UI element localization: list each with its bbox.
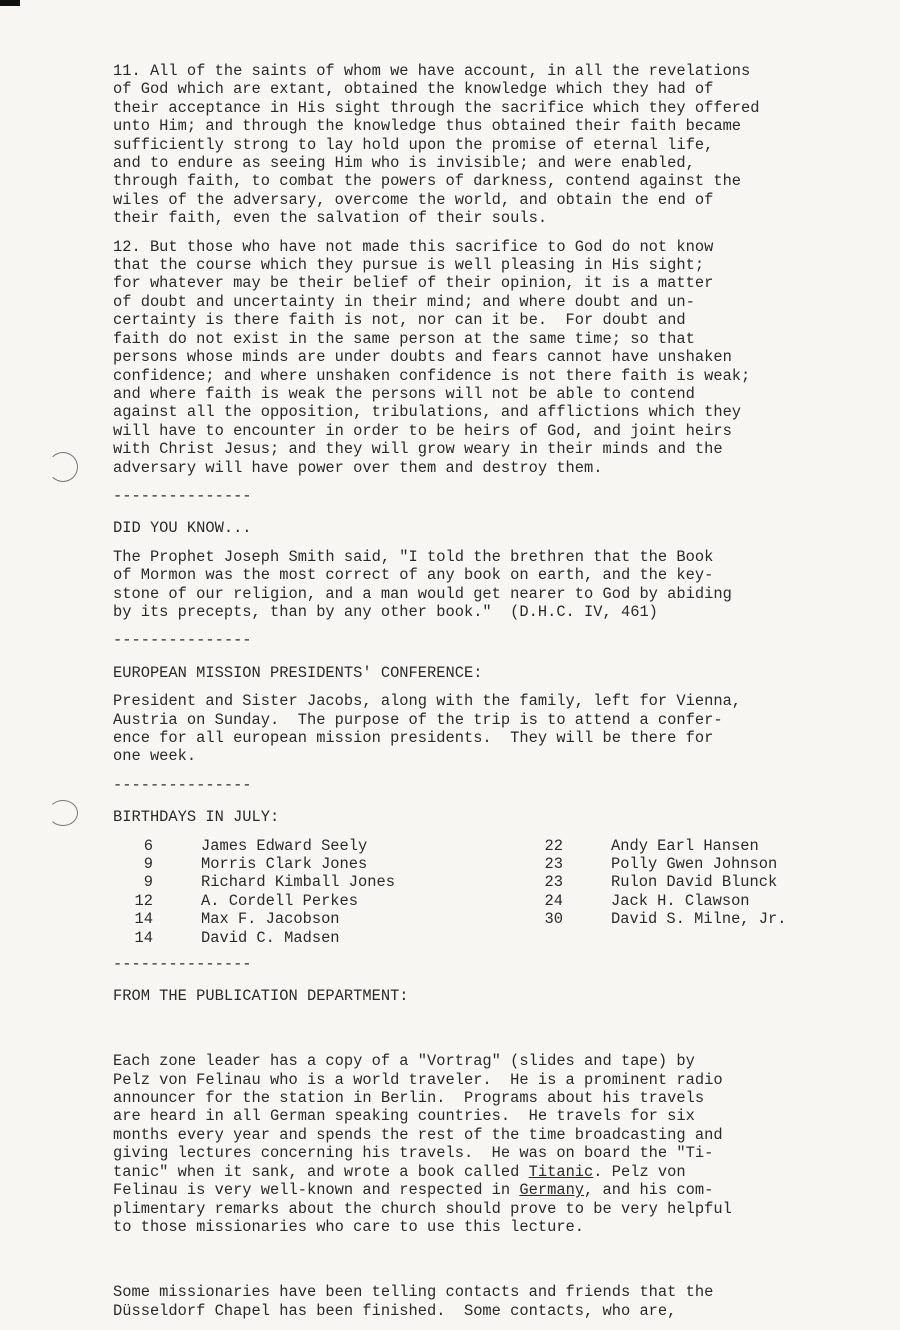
text-line: ence for all european mission presidents. They will be there for bbox=[113, 729, 714, 747]
text-line: are heard in all German speaking countries. He travels for six bbox=[113, 1107, 695, 1126]
text-line: 12. But those who have not made this sacrifice to God do not know bbox=[113, 237, 714, 256]
page-edge-mark bbox=[0, 0, 20, 6]
birthdays-table bbox=[113, 837, 873, 949]
birthday-name: A. Cordell Perkes bbox=[201, 891, 359, 910]
birthday-row bbox=[523, 837, 786, 855]
text-line: giving lectures concerning his travels. He was on board the "Ti- bbox=[113, 1144, 714, 1163]
text-line: one week. bbox=[113, 747, 197, 766]
text-line: will have to encounter in order to be heirs of God, and joint heirs bbox=[113, 421, 732, 440]
text-line: plimentary remarks about the church should prove to be very helpful bbox=[113, 1199, 732, 1218]
text-line: with Christ Jesus; and they will grow weary in their minds and the bbox=[113, 440, 723, 459]
text-line: for whatever may be their belief of their opinion, it is a matter bbox=[113, 274, 714, 293]
text-line: wiles of the adversary, overcome the world, and obtain the end of bbox=[113, 190, 714, 209]
text-line: and to endure as seeing Him who is invisible; and were enabled, bbox=[113, 154, 695, 173]
text-line: sufficiently strong to lay hold upon the promise of eternal life, bbox=[113, 135, 714, 154]
text-line: and where faith is weak the persons will not be able to contend bbox=[113, 384, 695, 403]
birthday-name: David S. Milne, Jr. bbox=[611, 910, 787, 929]
birthday-row bbox=[523, 910, 786, 928]
birthdays-right-column bbox=[523, 837, 786, 929]
text-line: Some missionaries have been telling contacts and friends that the bbox=[113, 1283, 714, 1302]
text-line: The Prophet Joseph Smith said, "I told the brethren that the Book bbox=[113, 547, 714, 566]
birthday-day: 14 bbox=[134, 910, 153, 929]
text-line: unto Him; and through the knowledge thus obtained their faith became bbox=[113, 117, 742, 136]
text-line: tanic" when it sank, and wrote a book called Titanic. Pelz von bbox=[113, 1162, 686, 1181]
text-line: Austria on Sunday. The purpose of the trip is to attend a confer- bbox=[113, 710, 723, 729]
birthday-row bbox=[113, 873, 395, 891]
birthday-day: 23 bbox=[544, 855, 563, 874]
text-line: their faith, even the salvation of their souls. bbox=[113, 209, 548, 228]
punch-hole-upper bbox=[48, 452, 78, 482]
birthday-day: 12 bbox=[134, 891, 153, 910]
birthday-day: 23 bbox=[544, 873, 563, 892]
birthday-name: Richard Kimball Jones bbox=[201, 873, 395, 892]
text-line: against all the opposition, tribulations, and afflictions which they bbox=[113, 403, 742, 422]
text-line: to those missionaries who care to use this lecture. bbox=[113, 1217, 585, 1236]
birthday-day: 24 bbox=[544, 891, 563, 910]
birthday-row bbox=[523, 892, 786, 910]
birthday-row bbox=[523, 873, 786, 891]
text-line: months every year and spends the rest of the time broadcasting and bbox=[113, 1125, 723, 1144]
conference-text bbox=[113, 692, 873, 766]
birthday-row bbox=[523, 855, 786, 873]
text-fragment: . Pelz von bbox=[593, 1162, 686, 1181]
birthday-day: 9 bbox=[143, 873, 153, 892]
text-line: that the course which they pursue is well pleasing in His sight; bbox=[113, 256, 705, 275]
text-line: confidence; and where unshaken confidence is not there faith is weak; bbox=[113, 366, 751, 385]
typewritten-page bbox=[113, 62, 873, 1330]
birthday-name: Andy Earl Hansen bbox=[611, 836, 759, 855]
text-line: stone of our religion, and a man would get nearer to God by abiding bbox=[113, 584, 732, 603]
birthday-row bbox=[113, 910, 395, 928]
separator-line: --------------- bbox=[113, 954, 252, 973]
birthday-day: 6 bbox=[143, 836, 153, 855]
text-line: Each zone leader has a copy of a "Vortrag" (slides and tape) by bbox=[113, 1052, 695, 1071]
punch-hole-lower bbox=[48, 800, 78, 826]
birthday-row bbox=[113, 929, 395, 947]
birthday-name: Rulon David Blunck bbox=[611, 873, 778, 892]
did-you-know-heading: DID YOU KNOW... bbox=[113, 519, 252, 538]
separator-line: --------------- bbox=[113, 775, 252, 794]
text-line: of Mormon was the most correct of any book on earth, and the key- bbox=[113, 566, 714, 585]
birthday-row bbox=[113, 892, 395, 910]
birthday-row bbox=[113, 855, 395, 873]
publication-closing bbox=[113, 1283, 873, 1320]
birthday-name: Morris Clark Jones bbox=[201, 855, 368, 874]
publication-text bbox=[113, 1015, 873, 1273]
text-line: Düsseldorf Chapel has been finished. Some contacts, who are, bbox=[113, 1301, 677, 1320]
text-line: Pelz von Felinau who is a world traveler. He is a prominent radio bbox=[113, 1070, 723, 1089]
paragraph-11 bbox=[113, 62, 873, 228]
text-line: President and Sister Jacobs, along with the family, left for Vienna, bbox=[113, 692, 742, 711]
birthday-name: Max F. Jacobson bbox=[201, 910, 340, 929]
publication-heading: FROM THE PUBLICATION DEPARTMENT: bbox=[113, 987, 409, 1006]
birthdays-heading: BIRTHDAYS IN JULY: bbox=[113, 808, 280, 827]
birthday-day: 14 bbox=[134, 928, 153, 947]
text-line: by its precepts, than by any other book." (D.H.C. IV, 461) bbox=[113, 602, 658, 621]
publication-lines-before bbox=[113, 1052, 873, 1236]
birthday-day: 9 bbox=[143, 855, 153, 874]
book-title: Titanic bbox=[528, 1162, 594, 1181]
birthday-name: James Edward Seely bbox=[201, 836, 368, 855]
paragraph-12 bbox=[113, 238, 873, 477]
text-line: through faith, to combat the powers of darkness, contend against the bbox=[113, 172, 742, 191]
birthdays-left-column bbox=[113, 837, 395, 947]
birthday-day: 30 bbox=[544, 910, 563, 929]
text-line: their acceptance in His sight through the sacrifice which they offered bbox=[113, 98, 760, 117]
text-line: faith do not exist in the same person at the same time; so that bbox=[113, 329, 695, 348]
conference-heading: EUROPEAN MISSION PRESIDENTS' CONFERENCE: bbox=[113, 663, 483, 682]
text-line: adversary will have power over them and destroy them. bbox=[113, 458, 603, 477]
birthday-name: David C. Madsen bbox=[201, 928, 340, 947]
text-line: 11. All of the saints of whom we have account, in all the revelations bbox=[113, 62, 751, 80]
birthday-day: 22 bbox=[544, 836, 563, 855]
separator-line: --------------- bbox=[113, 486, 252, 505]
birthday-name: Jack H. Clawson bbox=[611, 891, 750, 910]
text-line: announcer for the station in Berlin. Programs about his travels bbox=[113, 1089, 705, 1108]
birthday-row bbox=[113, 837, 395, 855]
text-line: persons whose minds are under doubts and fears cannot have unshaken bbox=[113, 348, 732, 367]
text-line: of doubt and uncertainty in their mind; and where doubt and un- bbox=[113, 292, 695, 311]
did-you-know-text bbox=[113, 548, 873, 622]
text-line: of God which are extant, obtained the knowledge which they had of bbox=[113, 80, 714, 99]
birthday-name: Polly Gwen Johnson bbox=[611, 855, 778, 874]
separator-line: --------------- bbox=[113, 631, 252, 650]
text-line: certainty is there faith is not, nor can it be. For doubt and bbox=[113, 311, 686, 330]
text-line: Felinau is very well-known and respected in Germany, and his com- bbox=[113, 1181, 714, 1200]
